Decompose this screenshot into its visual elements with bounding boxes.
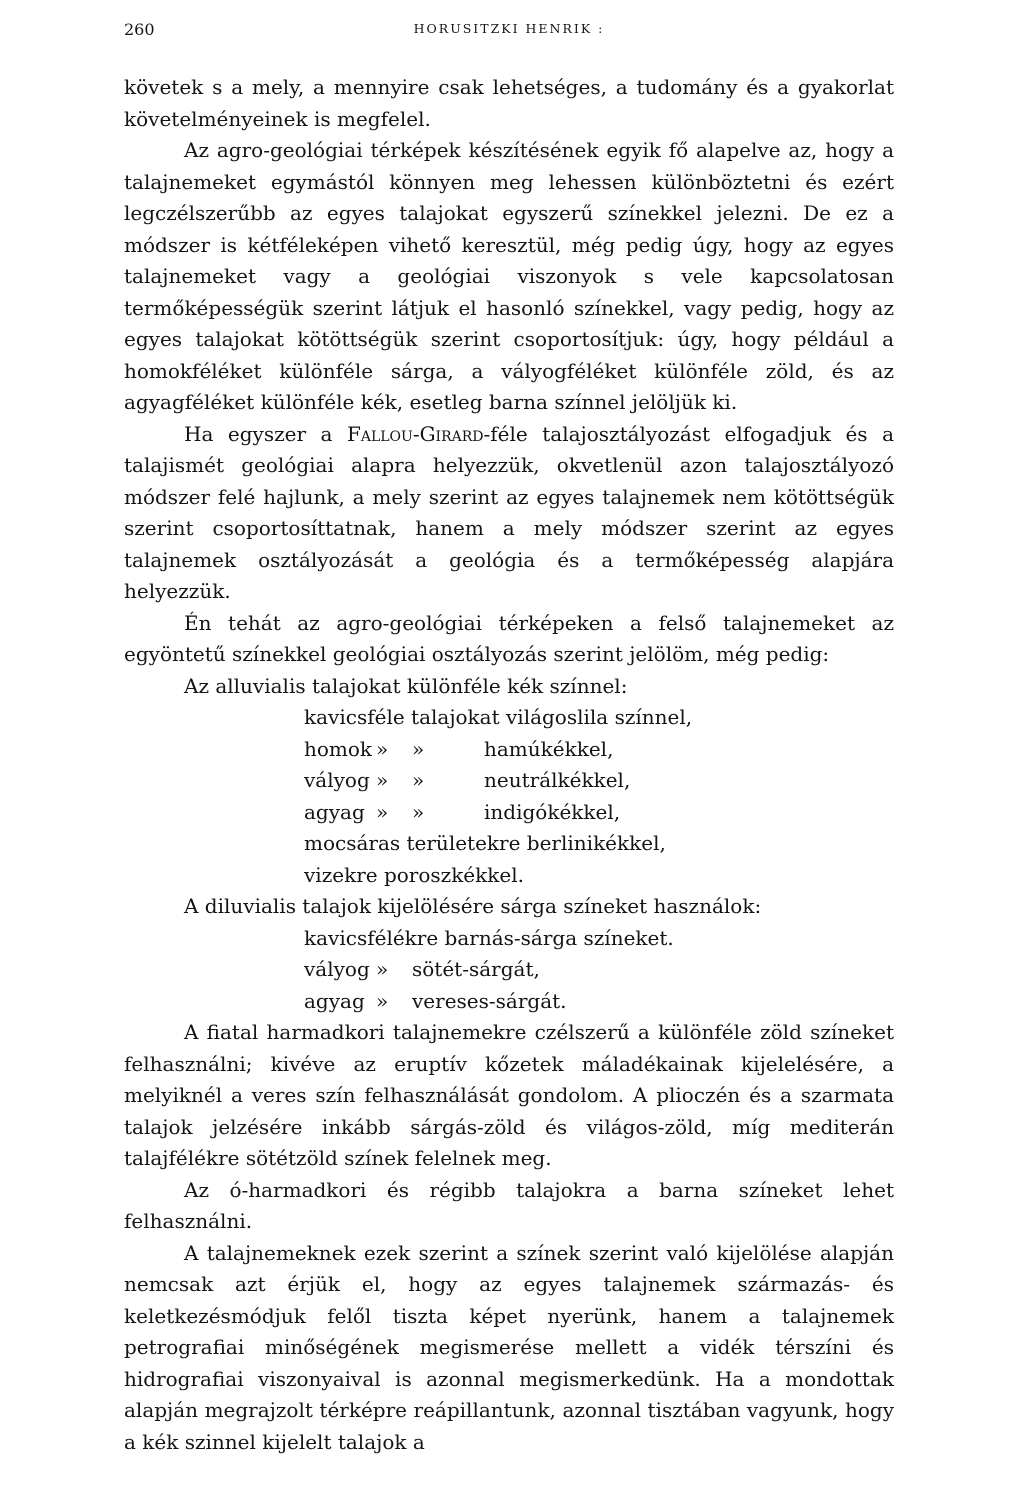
author-name: Fallou-Girard xyxy=(346,421,484,446)
list-item xyxy=(124,765,894,797)
soil-name: agyag xyxy=(304,988,365,1013)
soil-name: vályog xyxy=(304,768,370,792)
soil-name: agyag xyxy=(304,799,365,824)
ditto-mark: » xyxy=(412,799,425,824)
paragraph-conclusion: A talajnemeknek ezek szerint a színek szerint való kijelölése alapján nemcsak azt érjük el, hogy az egyes talajnemek származás- és keletkezésmódjuk felől tiszta képet nyerünk, hanem a talajnemek petrografiai minőségének megismerése mellett a vidék térszíni és hidrografiai viszonyaival is azonnal megismerkedünk. Ha a mondottak alapján megrajzolt térképre reápillantunk, azonnal tisztában vagyunk, hogy a kék szinnel kijelelt talajok a xyxy=(124,1240,894,1454)
ditto-mark: » xyxy=(376,768,389,792)
alluvial-color-list xyxy=(124,702,894,891)
paragraph-method: Én tehát az agro-geológiai térképeken a felső talajnemeket az egyöntetű színekkel geológiai osztályozás szerint jelölöm, még pedig: xyxy=(124,610,894,666)
diluvial-intro: A diluvialis talajok kijelölésére sárga színeket használok: xyxy=(184,894,762,918)
ditto-mark: » xyxy=(412,768,425,792)
list-item xyxy=(124,954,894,986)
paragraph-classification xyxy=(124,419,894,608)
ditto-mark: » xyxy=(376,988,389,1013)
list-item xyxy=(124,734,894,766)
list-item: vizekre poroszkékkel. xyxy=(304,862,524,887)
ditto-mark: » xyxy=(376,957,389,981)
list-item: kavicsféle talajokat világoslila színnel, xyxy=(304,705,693,729)
soil-name: homok xyxy=(304,736,373,761)
color-name: vereses-sárgát. xyxy=(412,988,567,1013)
book-page xyxy=(124,14,894,1458)
running-header xyxy=(124,14,894,44)
color-name: sötét-sárgát, xyxy=(412,957,540,981)
list-item xyxy=(124,797,894,829)
paragraph-text: -féle talajosztályozást elfogadjuk és a talajismét geológiai alapra helyezzük, okvetlenül azon talajosztályozó módszer felé hajlunk, a mely szerint az egyes talajnemek nem kötöttségük szerint csoportosíttatnak, hanem a mely módszer szerint az egyes talajnemek osztályozását a geológia és a termőképesség alapjára helyezzük. xyxy=(124,421,895,603)
ditto-mark: » xyxy=(376,799,389,824)
color-name: neutrálkékkel, xyxy=(484,768,631,792)
list-item: mocsáras területekre berlinikékkel, xyxy=(304,831,666,855)
color-name: indigókékkel, xyxy=(484,799,621,824)
list-item: kavicsfélékre barnás-sárga színeket. xyxy=(304,925,674,950)
paragraph-old-tertiary: Az ó-harmadkori és régibb talajokra a barna színeket lehet felhasználni. xyxy=(124,1177,894,1233)
soil-name: vályog xyxy=(304,957,370,981)
alluvial-intro: Az alluvialis talajokat különféle kék színnel: xyxy=(184,673,628,698)
ditto-mark: » xyxy=(376,736,389,761)
color-name: hamúkékkel, xyxy=(484,736,614,761)
body-text xyxy=(124,72,894,1458)
diluvial-color-list xyxy=(124,923,894,1018)
page-number: 260 xyxy=(124,20,155,39)
running-title: HORUSITZKI HENRIK : xyxy=(413,21,605,36)
ditto-mark: » xyxy=(412,736,425,761)
paragraph-map-principles: Az agro-geológiai térképek készítésének egyik fő alapelve az, hogy a talajnemeket egymástól könnyen meg lehessen különböztetni és ezért legczélszerűbb az egyes talajokat egyszerű színekkel jelezni. De ez a módszer is kétféleképen vihető keresztül, még pedig úgy, hogy az egyes talajnemeket vagy a geológiai viszonyok s vele kapcsolatosan termőképességük szerint látjuk el hasonló színekkel, vagy pedig, hogy az egyes talajokat kötöttségük szerint csoportosítjuk: úgy, hogy például a homokféléket különféle sárga, a vályogféléket különféle zöld, és az agyagféléket különféle kék, esetleg barna színnel jelöljük ki. xyxy=(124,138,894,414)
paragraph-tertiary: A fiatal harmadkori talajnemekre czélszerű a különféle zöld színeket felhasználni; kivéve az eruptív kőzetek máladékainak kijelelésére, a melyiknél a veres szín felhasználását gondolom. A plioczén és a szarmata talajok jelzésére inkább sárgás-zöld és világos-zöld, míg mediterán talajfélékre sötétzöld színek felelnek meg. xyxy=(124,1020,894,1170)
list-item xyxy=(124,986,894,1018)
paragraph-continuation: követek s a mely, a mennyire csak lehetséges, a tudomány és a gyakorlat követelményeinek is megfelel. xyxy=(124,75,894,131)
paragraph-text: Ha egyszer a xyxy=(184,421,347,446)
